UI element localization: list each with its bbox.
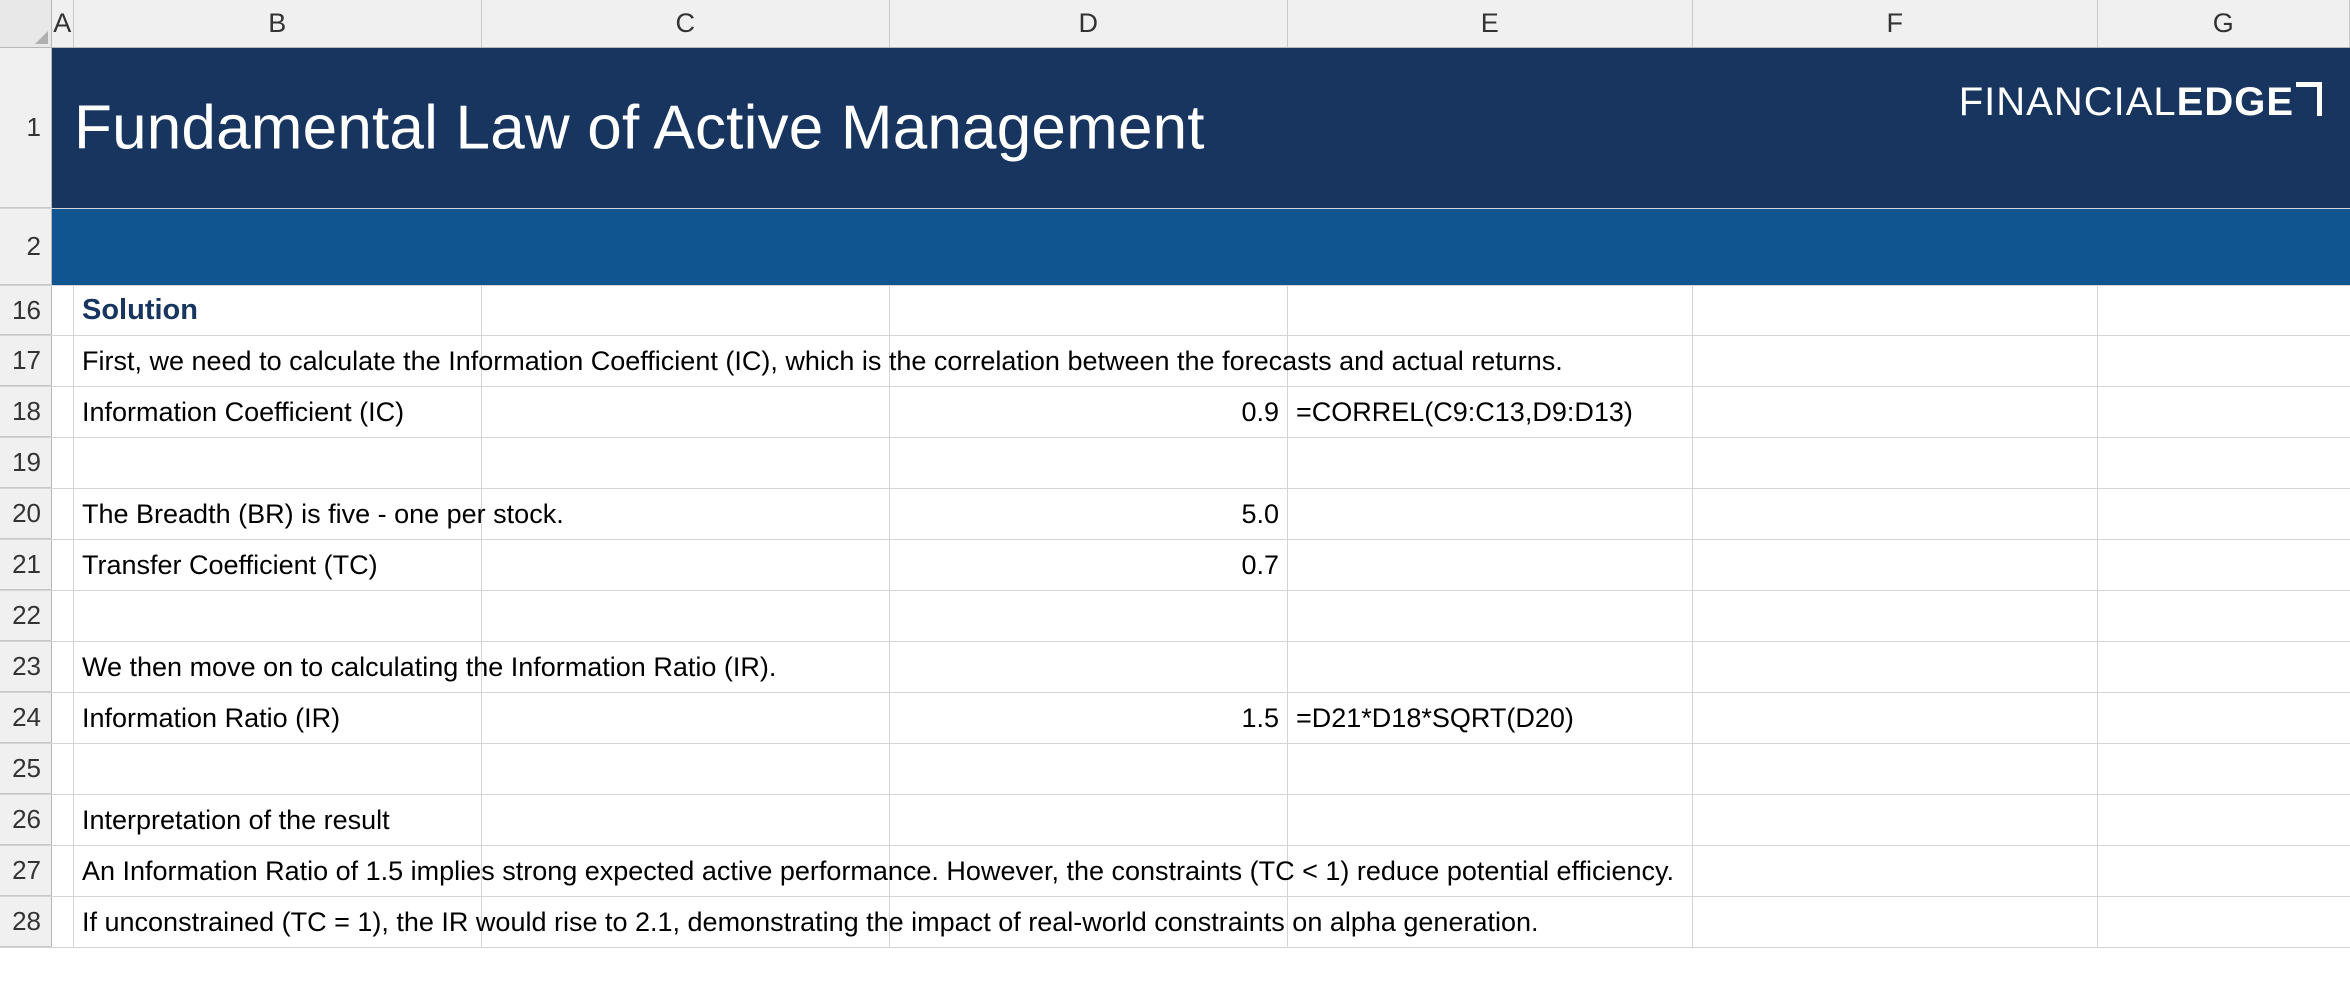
cell-f16[interactable] <box>1693 286 2098 335</box>
column-header-g[interactable]: G <box>2098 0 2350 47</box>
cell-f20[interactable] <box>1693 489 2098 539</box>
cell-c21[interactable] <box>482 540 890 590</box>
row-header-21[interactable]: 21 <box>0 540 52 590</box>
cell-d25[interactable] <box>890 744 1288 794</box>
select-all-corner[interactable] <box>0 0 52 47</box>
cell-e19[interactable] <box>1288 438 1693 488</box>
column-header-a[interactable]: A <box>52 0 74 47</box>
cell-a25[interactable] <box>52 744 74 794</box>
table-row <box>0 489 2350 540</box>
cell-e16[interactable] <box>1288 286 1693 335</box>
cell-e21[interactable] <box>1288 540 1693 590</box>
logo-text-bold: EDGE <box>2176 80 2294 124</box>
cell-d17[interactable] <box>890 336 1288 386</box>
cell-g20[interactable] <box>2098 489 2350 539</box>
cell-e27[interactable] <box>1288 846 1693 896</box>
row-header-18[interactable]: 18 <box>0 387 52 437</box>
row-header-17[interactable]: 17 <box>0 336 52 386</box>
table-row <box>0 897 2350 948</box>
financial-edge-logo <box>1959 82 2322 122</box>
cell-b25[interactable] <box>74 744 482 794</box>
cell-b23[interactable] <box>74 642 482 692</box>
cell-b22[interactable] <box>74 591 482 641</box>
table-row <box>0 48 2350 209</box>
cell-e25[interactable] <box>1288 744 1693 794</box>
cell-g26[interactable] <box>2098 795 2350 845</box>
cell-f22[interactable] <box>1693 591 2098 641</box>
column-header-b[interactable]: B <box>74 0 482 47</box>
row-header-1[interactable]: 1 <box>0 48 52 208</box>
logo-text-thin: FINANCIAL <box>1958 80 2177 124</box>
cell-f18[interactable] <box>1693 387 2098 437</box>
cell-d16[interactable] <box>890 286 1288 335</box>
column-header-row <box>0 0 2350 48</box>
cell-g17[interactable] <box>2098 336 2350 386</box>
cell-d26[interactable] <box>890 795 1288 845</box>
cell-f23[interactable] <box>1693 642 2098 692</box>
cell-b17-text: First, we need to calculate the Information Coefficient (IC), which is the correlation between the forecasts and actual returns. <box>82 345 1563 376</box>
cell-c19[interactable] <box>482 438 890 488</box>
table-row <box>0 336 2350 387</box>
cell-d23[interactable] <box>890 642 1288 692</box>
column-header-d[interactable]: D <box>890 0 1288 47</box>
cell-e23[interactable] <box>1288 642 1693 692</box>
row-header-27[interactable]: 27 <box>0 846 52 896</box>
table-row <box>0 540 2350 591</box>
cell-d28[interactable] <box>890 897 1288 947</box>
cell-e18[interactable]: =CORREL(C9:C13,D9:D13) <box>1288 387 1693 437</box>
cell-b28-text: If unconstrained (TC = 1), the IR would rise to 2.1, demonstrating the impact of real-world constraints on alpha generation. <box>82 906 1539 937</box>
cell-b18[interactable]: Information Coefficient (IC) <box>74 387 482 437</box>
table-row <box>0 642 2350 693</box>
cell-e17[interactable] <box>1288 336 1693 386</box>
cell-b20[interactable]: The Breadth (BR) is five - one per stock. <box>74 489 482 539</box>
column-header-e[interactable]: E <box>1288 0 1693 47</box>
table-row <box>0 591 2350 642</box>
cell-b26-text: Interpretation of the result <box>82 804 390 835</box>
cell-f19[interactable] <box>1693 438 2098 488</box>
row-header-28[interactable]: 28 <box>0 897 52 947</box>
cell-a16[interactable] <box>52 286 74 335</box>
cell-d24[interactable]: 1.5 <box>890 693 1288 743</box>
cell-f26[interactable] <box>1693 795 2098 845</box>
cell-c16[interactable] <box>482 286 890 335</box>
cell-a28[interactable] <box>52 897 74 947</box>
cell-g16[interactable] <box>2098 286 2350 335</box>
cell-c23[interactable] <box>482 642 890 692</box>
cell-b17[interactable] <box>74 336 482 386</box>
cell-e24[interactable]: =D21*D18*SQRT(D20) <box>1288 693 1693 743</box>
row-header-22[interactable]: 22 <box>0 591 52 641</box>
row-header-16[interactable]: 16 <box>0 286 52 335</box>
cell-g27[interactable] <box>2098 846 2350 896</box>
cell-b21[interactable]: Transfer Coefficient (TC) <box>74 540 482 590</box>
cell-a21[interactable] <box>52 540 74 590</box>
cell-e22[interactable] <box>1288 591 1693 641</box>
cell-e20[interactable] <box>1288 489 1693 539</box>
cell-b24[interactable]: Information Ratio (IR) <box>74 693 482 743</box>
logo-mark-icon <box>2296 82 2322 116</box>
table-row <box>0 846 2350 897</box>
cell-f17[interactable] <box>1693 336 2098 386</box>
cell-f25[interactable] <box>1693 744 2098 794</box>
cell-d18[interactable]: 0.9 <box>890 387 1288 437</box>
cell-b28[interactable] <box>74 897 482 947</box>
cell-a24[interactable] <box>52 693 74 743</box>
cell-c24[interactable] <box>482 693 890 743</box>
cell-b16[interactable]: Solution <box>74 286 482 335</box>
cell-b26[interactable] <box>74 795 482 845</box>
cell-d19[interactable] <box>890 438 1288 488</box>
cell-c22[interactable] <box>482 591 890 641</box>
row-header-20[interactable]: 20 <box>0 489 52 539</box>
cell-f21[interactable] <box>1693 540 2098 590</box>
row-header-23[interactable]: 23 <box>0 642 52 692</box>
page-title: Fundamental Law of Active Management <box>74 93 1205 162</box>
cell-d21[interactable]: 0.7 <box>890 540 1288 590</box>
table-row <box>0 693 2350 744</box>
cell-g25[interactable] <box>2098 744 2350 794</box>
cell-e26[interactable] <box>1288 795 1693 845</box>
cell-a20[interactable] <box>52 489 74 539</box>
cell-c27[interactable] <box>482 846 890 896</box>
subtitle-banner <box>52 209 2350 285</box>
cell-a18[interactable] <box>52 387 74 437</box>
row-header-24[interactable]: 24 <box>0 693 52 743</box>
cell-c20[interactable] <box>482 489 890 539</box>
cell-a27[interactable] <box>52 846 74 896</box>
cell-a26[interactable] <box>52 795 74 845</box>
title-banner <box>52 48 2350 208</box>
cell-d22[interactable] <box>890 591 1288 641</box>
cell-f27[interactable] <box>1693 846 2098 896</box>
column-header-c[interactable]: C <box>482 0 890 47</box>
cell-g28[interactable] <box>2098 897 2350 947</box>
cell-g18[interactable] <box>2098 387 2350 437</box>
row-header-2[interactable]: 2 <box>0 209 52 285</box>
cell-g23[interactable] <box>2098 642 2350 692</box>
cell-c18[interactable] <box>482 387 890 437</box>
cell-a17[interactable] <box>52 336 74 386</box>
row-header-25[interactable]: 25 <box>0 744 52 794</box>
table-row <box>0 387 2350 438</box>
column-header-f[interactable]: F <box>1693 0 2098 47</box>
cell-g24[interactable] <box>2098 693 2350 743</box>
cell-a19[interactable] <box>52 438 74 488</box>
cell-b19[interactable] <box>74 438 482 488</box>
cell-g19[interactable] <box>2098 438 2350 488</box>
cell-c17[interactable] <box>482 336 890 386</box>
row-header-26[interactable]: 26 <box>0 795 52 845</box>
row-header-19[interactable]: 19 <box>0 438 52 488</box>
cell-f28[interactable] <box>1693 897 2098 947</box>
cell-a22[interactable] <box>52 591 74 641</box>
cell-g22[interactable] <box>2098 591 2350 641</box>
cell-a23[interactable] <box>52 642 74 692</box>
cell-e28[interactable] <box>1288 897 1693 947</box>
cell-f24[interactable] <box>1693 693 2098 743</box>
table-row <box>0 744 2350 795</box>
table-row <box>0 795 2350 846</box>
table-row <box>0 438 2350 489</box>
cell-b27-text: An Information Ratio of 1.5 implies strong expected active performance. However, the constraints (TC < 1) reduce potential efficiency. <box>82 855 1675 886</box>
cell-g21[interactable] <box>2098 540 2350 590</box>
table-row <box>0 209 2350 286</box>
cell-c28[interactable] <box>482 897 890 947</box>
cell-b27[interactable] <box>74 846 482 896</box>
cell-c26[interactable] <box>482 795 890 845</box>
cell-c25[interactable] <box>482 744 890 794</box>
table-row <box>0 286 2350 336</box>
cell-d20[interactable]: 5.0 <box>890 489 1288 539</box>
cell-b23-text: We then move on to calculating the Information Ratio (IR). <box>82 651 777 682</box>
cell-d27[interactable] <box>890 846 1288 896</box>
